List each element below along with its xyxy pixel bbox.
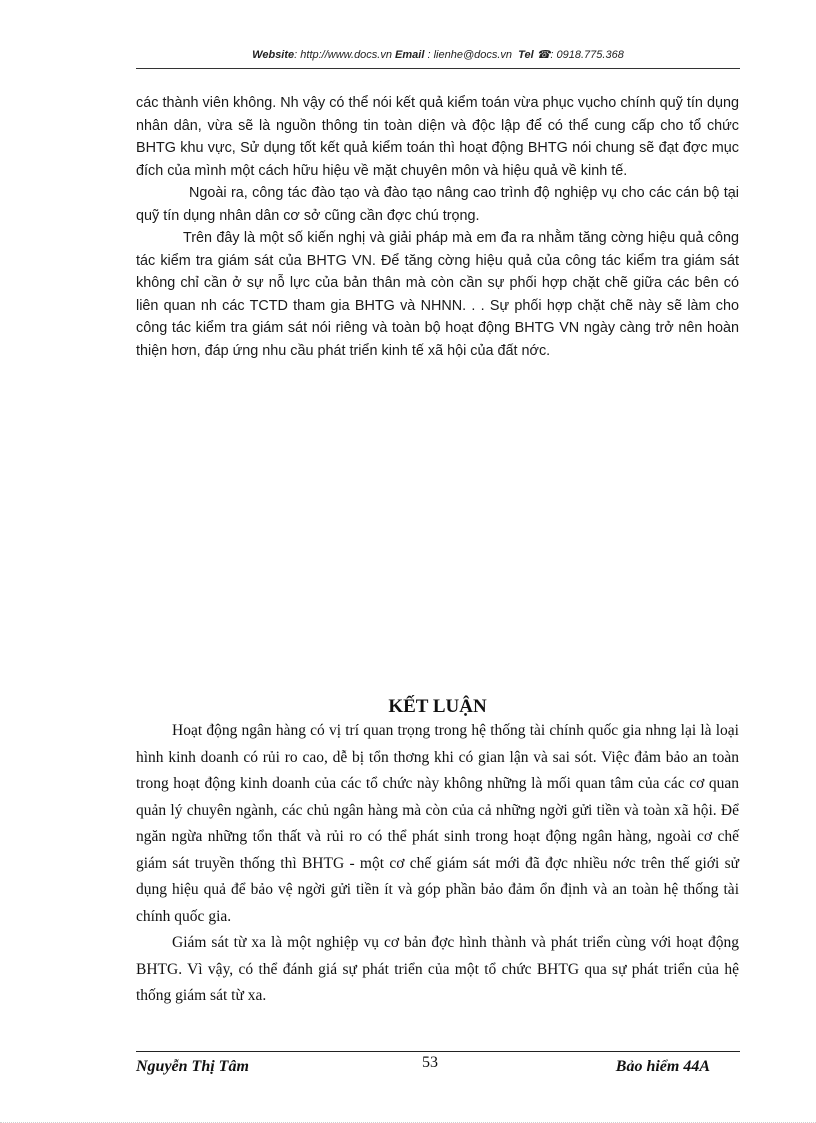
- email-value: : lienhe@docs.vn: [427, 49, 513, 61]
- paragraph: Giám sát từ xa là một nghiệp vụ cơ bản đợc hình thành và phát triển cùng với hoạt động BHTG. Vì vậy, có thể đánh giá sự phát triển của một tổ chức BHTG qua sự phát triển của hệ thống giám sát từ xa.: [136, 934, 739, 1004]
- tel-value: ☎: 0918.775.368: [536, 49, 624, 61]
- paragraph: các thành viên không. Nh vậy có thể nói kết quả kiểm toán vừa phục vụcho chính quỹ tín dụng nhân dân, vừa sẽ là nguồn thông tin toàn diện và độc lập để có thể cung cấp cho tổ chức BHTG khu vực, Sử dụng tốt kết quả kiểm toán thì hoạt động BHTG nói chung sẽ đạt đợc mục đích của mình một cách hữu hiệu về mặt chuyên môn và hiệu quả về kinh tế.: [136, 95, 739, 179]
- paragraph: Trên đây là một số kiến nghị và giải pháp mà em đa ra nhằm tăng cờng hiệu quả công tác kiểm tra giám sát của BHTG VN. Để tăng cờng hiệu quả của công tác kiểm tra giám sát không chỉ cần ở sự nỗ lực của bản thân mà còn cần sự phối hợp chặt chẽ giữa các bên có liên quan nh các TCTD tham gia BHTG và NHNN. . . Sự phối hợp chặt chẽ này sẽ làm cho công tác kiểm tra giám sát nói riêng và toàn bộ hoạt động BHTG VN ngày càng trở nên hoàn thiện hơn, đáp ứng nhu cầu phát triển kinh tế xã hội của đất nớc.: [136, 230, 739, 359]
- paragraph: Hoạt động ngân hàng có vị trí quan trọng trong hệ thống tài chính quốc gia nhng lại là loại hình kinh doanh có rủi ro cao, dễ bị tổn thơng khi có gian lận và sai sót. Việc đảm bảo an toàn trong hoạt động kinh doanh của các tổ chức này không những là mối quan tâm của các cơ quan quản lý chuyên ngành, các chủ ngân hàng mà còn của cả những ngời gửi tiền và toàn xã hội. Để ngăn ngừa những tổn thất và rủi ro có thể phát sinh trong hoạt động ngân hàng, ngoài cơ chế giám sát truyền thống thì BHTG - một cơ chế giám sát mới đã đợc nhiều nớc trên thế giới sử dụng hiệu quả để bảo vệ ngời gửi tiền ít và góp phần bảo đảm ổn định và an toàn hệ thống tài chính quốc gia.: [136, 722, 739, 925]
- page-header: [136, 46, 740, 69]
- footer-divider: [136, 1051, 740, 1052]
- page-number: 53: [422, 1054, 438, 1071]
- website-label: Website: [252, 49, 295, 61]
- website-value: : http://www.docs.vn: [294, 49, 392, 61]
- body-section-conclusion: [136, 718, 739, 1010]
- body-section-recommendations: [136, 92, 739, 362]
- email-label: Email: [395, 49, 425, 61]
- tel-label: Tel: [518, 49, 534, 61]
- paragraph: Ngoài ra, công tác đào tạo và đào tạo nâng cao trình độ nghiệp vụ cho các cán bộ tại quỹ tín dụng nhân dân cơ sở cũng cần đợc chú trọng.: [136, 185, 739, 224]
- section-title: KẾT LUẬN: [388, 696, 487, 717]
- footer-class-label: Bảo hiểm 44A: [615, 1058, 710, 1075]
- footer-author: Nguyễn Thị Tâm: [136, 1058, 249, 1075]
